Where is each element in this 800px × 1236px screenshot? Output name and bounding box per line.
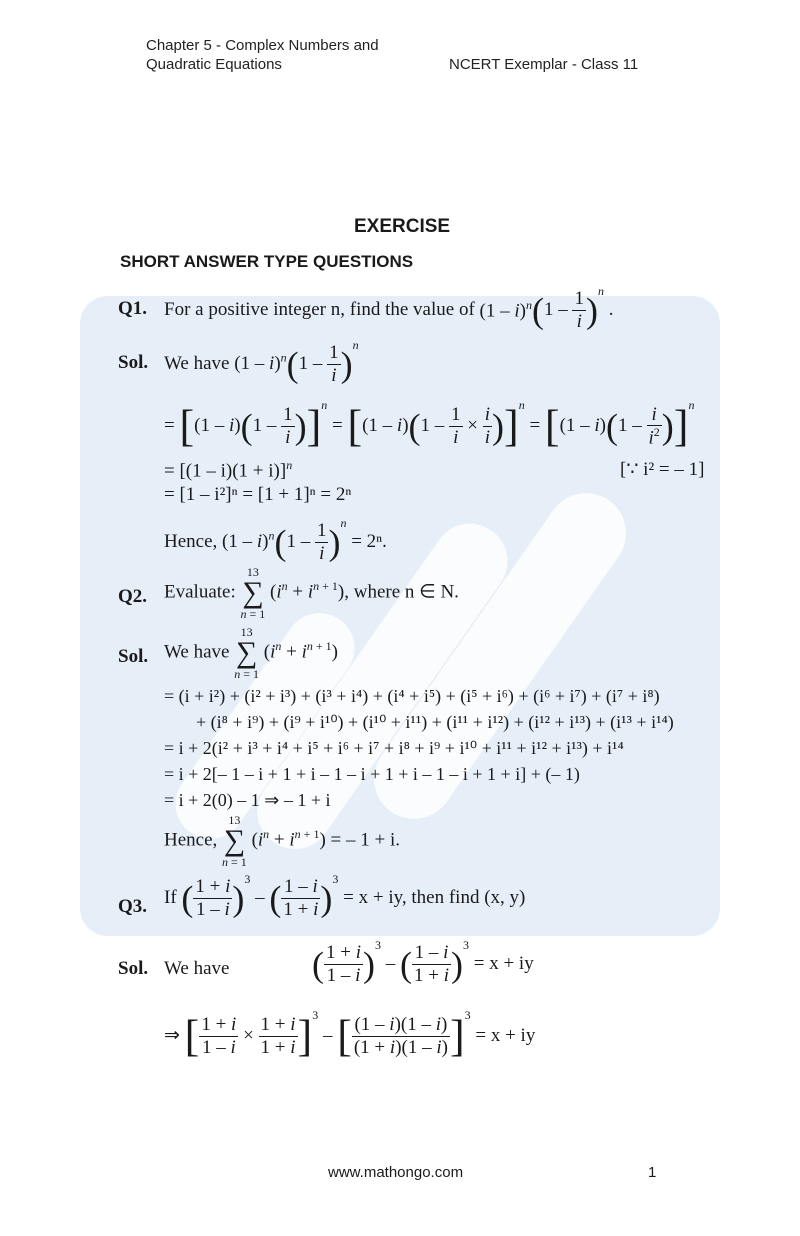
sol2-label: Sol. (118, 646, 149, 667)
exercise-title: EXERCISE (354, 216, 451, 237)
sol2-line3: + (i⁸ + i⁹) + (i⁹ + i¹⁰) + (i¹⁰ + i¹¹) + (i¹¹ + i¹²) + (i¹² + i¹³) + (i¹³ + i¹⁴) (196, 712, 674, 732)
sol2-hence: Hence, 13 ∑ n = 1 $(i^n + i^{n + 1})$ = – 1 + i. (164, 813, 400, 869)
sol1-intro: We have (164, 353, 230, 374)
page-number: 1 (648, 1164, 657, 1181)
sol2-line2: = (i + i²) + (i² + i³) + (i³ + i⁴) + (i⁴ + i⁵) + (i⁵ + i⁶) + (i⁶ + i⁷) + (i⁷ + i⁸) (164, 686, 660, 706)
sol3-intro: We have (164, 958, 230, 979)
q3-condition: = x + iy, then find (x, y) (343, 887, 526, 908)
sol1-line5: = [1 – i²]ⁿ = [1 + 1]ⁿ = 2ⁿ (164, 484, 352, 505)
q1-label: Q1. (118, 298, 148, 319)
q2-condition: where n ∈ N. (353, 581, 459, 603)
sol2-line6: = i + 2(0) – 1 ⇒ – 1 + i (164, 790, 331, 810)
sol2-line1: We have 13 ∑ n = 1 $(i^n + i^{n + 1})$ (164, 625, 338, 681)
implies-symbol: ⇒ (164, 1025, 180, 1046)
sol1-line4: = $[(1 - i)(1 + i)]^n$ (164, 458, 293, 482)
footer-url: www.mathongo.com (328, 1164, 464, 1181)
chapter-title-line1: Chapter 5 - Complex Numbers and (146, 37, 379, 54)
q1-text: For a positive integer n, find the value of (1 – i)$^n$(1 – $\frac{1}{i}$ )$^n$ . (164, 284, 614, 333)
sol3-label: Sol. (118, 958, 149, 979)
chapter-title-line2: Quadratic Equations (146, 56, 282, 73)
sol1-line4-text: = [(1 – i)(1 + i)] (164, 460, 287, 482)
sol1-line2: = [(1 – i)(1 – $\frac{1}{i}$ )]$^n$ = [(1 – i)(1 – $\frac{1}{i}$ × $\frac{i}{i}$ )]$^n$ = [(1 – i)(1 – $\frac{i}{i^2}$ )]$^n$ (164, 398, 695, 451)
section-title: SHORT ANSWER TYPE QUESTIONS (120, 252, 414, 271)
sol1-result: = 2ⁿ. (351, 531, 387, 552)
sol1-label: Sol. (118, 352, 149, 373)
q3-text: If ( $\frac{1 + i}{1 - i}$ )$^3$ – ( $\frac{1 - i}{1 + i}$ )$^3$ = x + iy, then find (x, y) (164, 872, 526, 921)
sol3-line1: ( $\frac{1 + i}{1 - i}$ )$^3$ – ( $\frac{1 - i}{1 + i}$ )$^3$ = x + iy (312, 938, 534, 987)
sol1-hence-word: Hence, (164, 531, 218, 552)
sol3-line2: ⇒ [ $\frac{1 + i}{1 - i}$ × $\frac{1 + i}{1 + i}$ ]$^3$ – [ $\frac{(1 - i)(1 - i)}{(1 + i)(1 - i)}$ ]$^3$ = x + iy (164, 1008, 536, 1061)
sol2-hence-word: Hence, (164, 829, 218, 851)
q2-evaluate: Evaluate: (164, 581, 236, 603)
sol2-line4: = i + 2(i² + i³ + i⁴ + i⁵ + i⁶ + i⁷ + i⁸ + i⁹ + i¹⁰ + i¹¹ + i¹² + i¹³) + i¹⁴ (164, 738, 624, 758)
sol1-hence: Hence, (1 – i)$^n$(1 – $\frac{1}{i}$ )$^n$ = 2ⁿ. (164, 516, 387, 565)
sol2-line5: = i + 2[– 1 – i + 1 + i – 1 – i + 1 + i – 1 – i + 1 + i] + (– 1) (164, 764, 580, 784)
sol1-reason: [∵ i² = – 1] (620, 459, 705, 480)
q2-text: Evaluate: 13 ∑ n = 1 $(i^n + i^{n + 1})$, where n ∈ N. (164, 565, 459, 621)
q1-question: For a positive integer n, find the value of (164, 299, 475, 320)
book-title: NCERT Exemplar - Class 11 (449, 56, 639, 73)
sol2-intro: We have (164, 641, 230, 663)
sol3-rhs-2: = x + iy (475, 1025, 536, 1046)
sol3-rhs-1: = x + iy (473, 953, 534, 974)
q2-label: Q2. (118, 586, 148, 607)
q3-if: If (164, 887, 177, 908)
q3-label: Q3. (118, 896, 148, 917)
sol2-result: = – 1 + i. (330, 829, 400, 851)
sol1-line1: We have (1 – i)$^n$(1 – $\frac{1}{i}$ )$^n$ (164, 338, 359, 387)
